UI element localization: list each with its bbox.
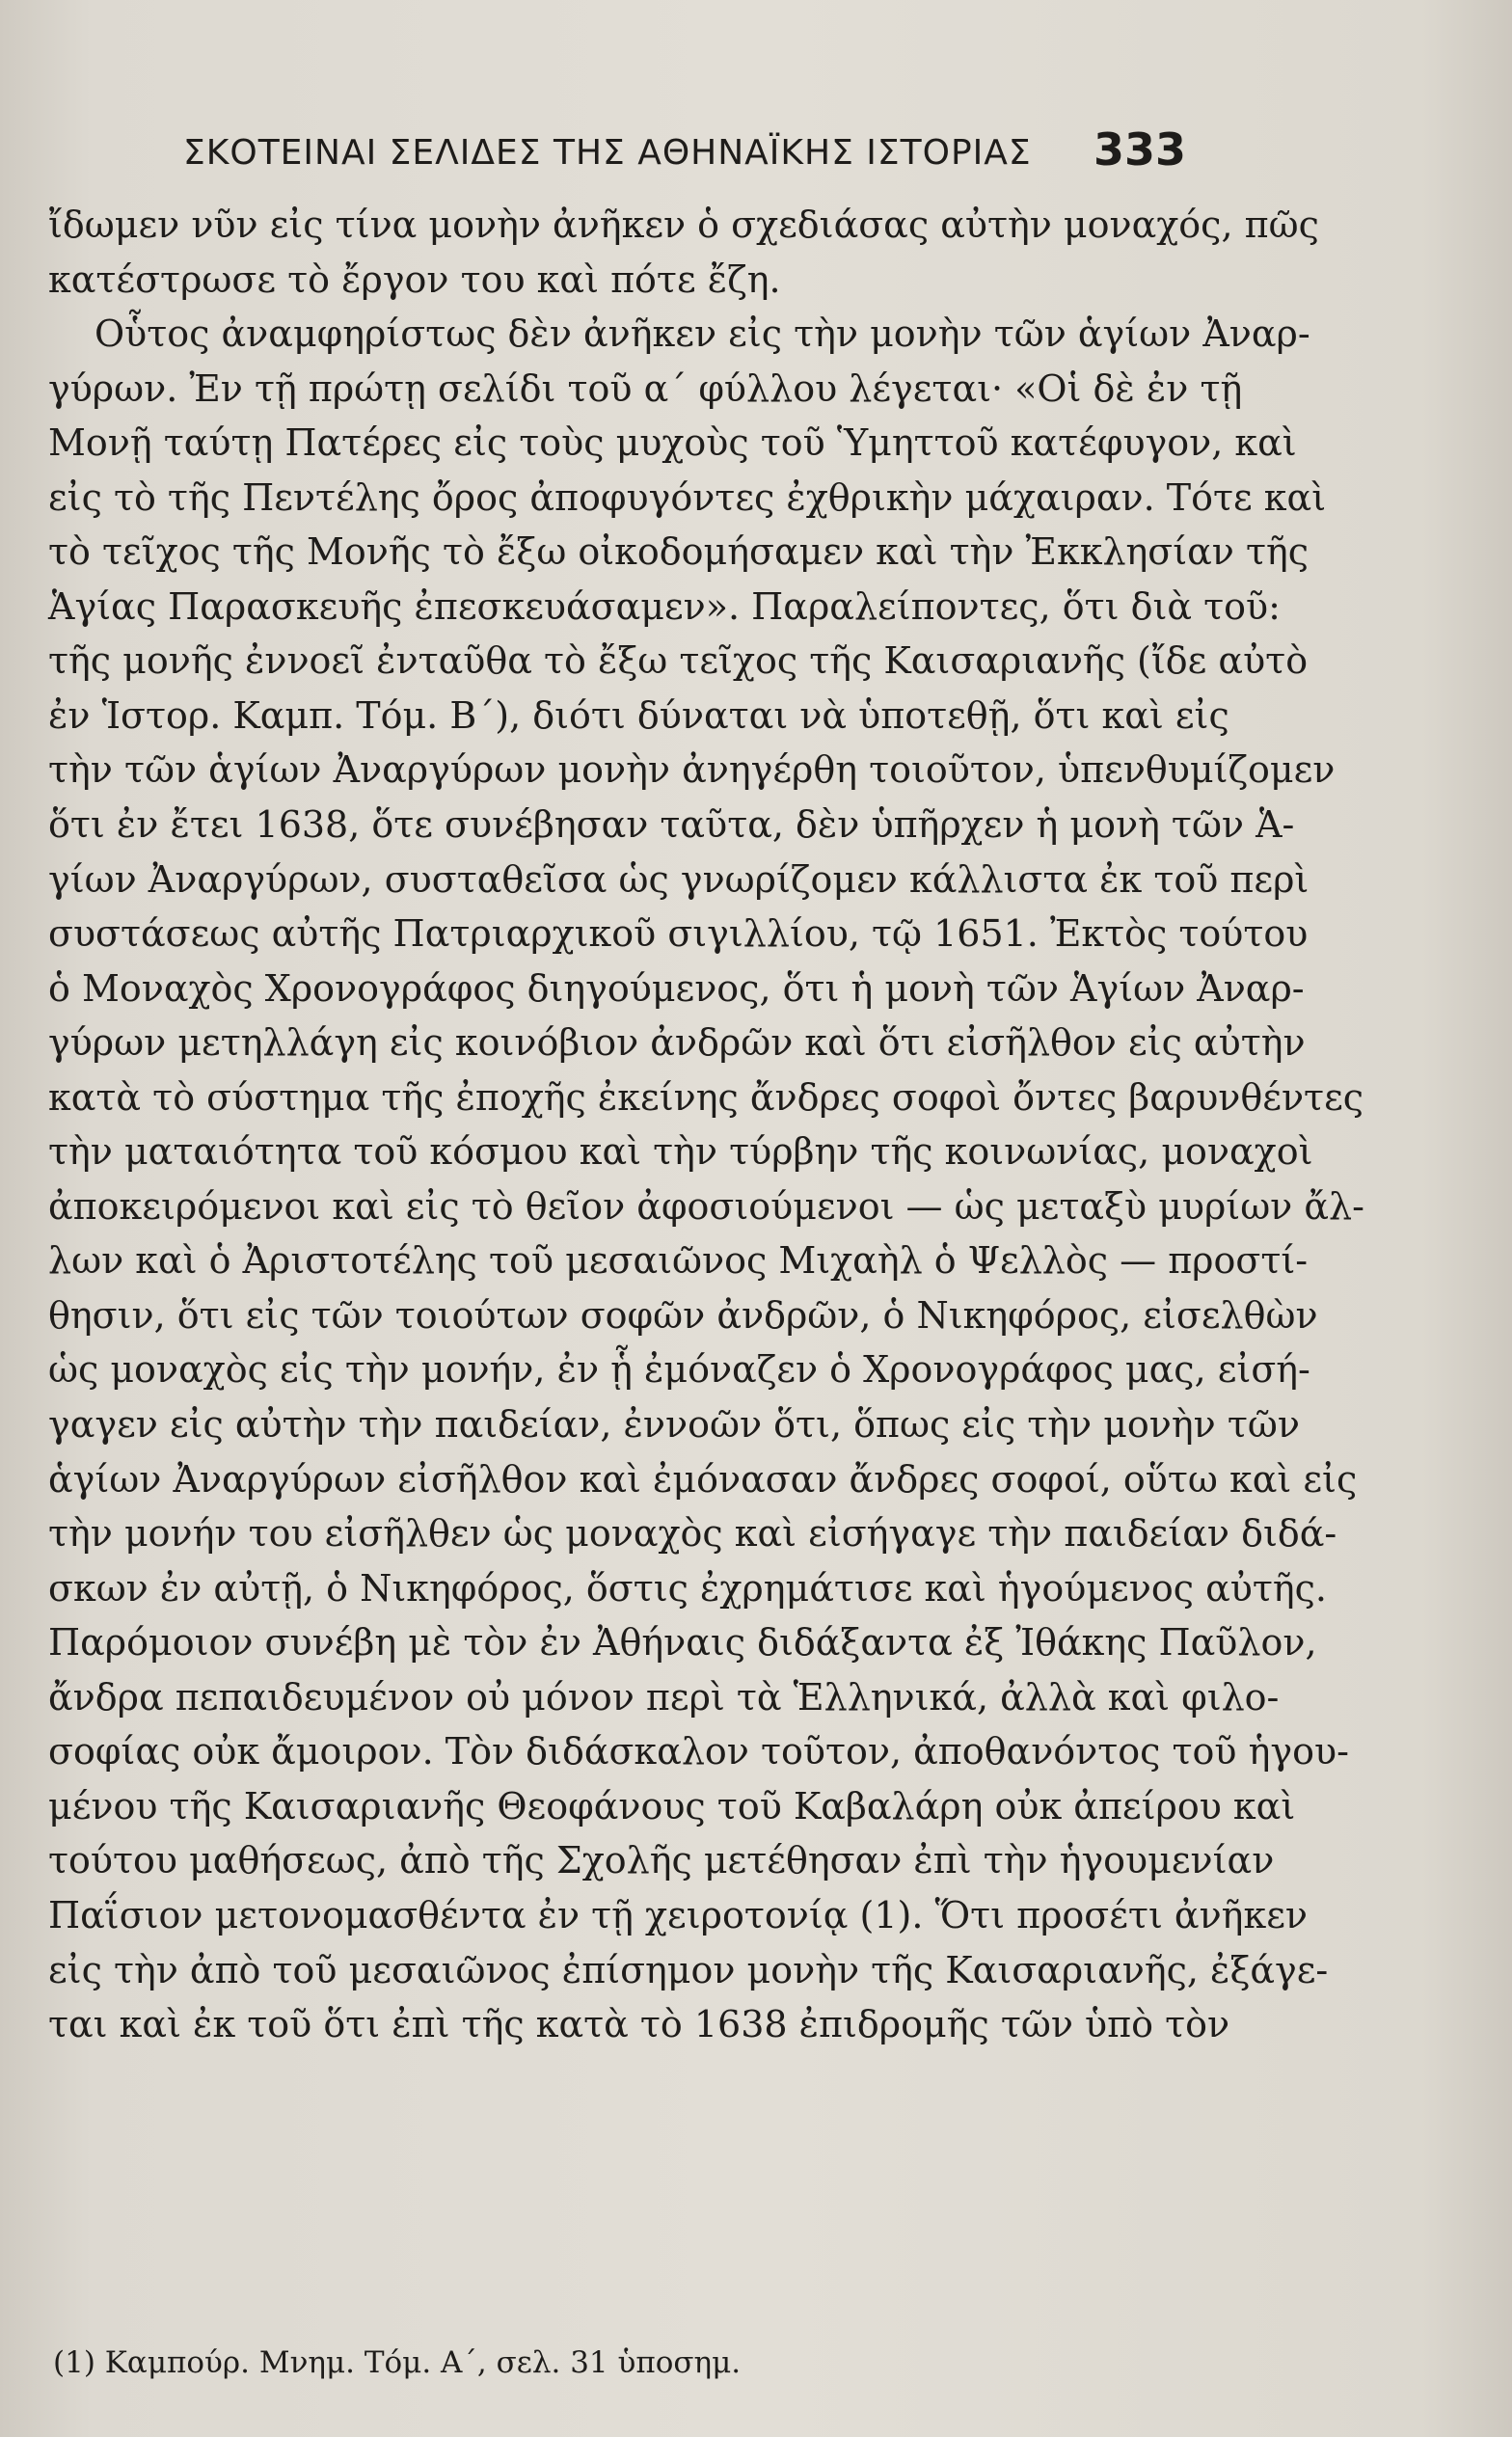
text-line: γαγεν εἰς αὐτὴν τὴν παιδείαν, ἐννοῶν ὅτι, ὅπως εἰς τὴν μονὴν τῶν <box>48 1403 1300 1447</box>
text-line: εἰς τὸ τῆς Πεντέλης ὄρος ἀποφυγόντες ἐχθρικὴν μάχαιραν. Τότε καὶ <box>48 475 1327 519</box>
text-line: τὴν μονήν του εἰσῆλθεν ὡς μοναχὸς καὶ εἰσήγαγε τὴν παιδείαν διδά- <box>48 1512 1337 1556</box>
text-line: Ἁγίας Παρασκευῆς ἐπεσκευάσαμεν». Παραλείποντες, ὅτι διὰ τοῦ: <box>48 584 1281 628</box>
running-title: ΣΚΟΤΕΙΝΑΙ ΣΕΛΙΔΕΣ ΤΗΣ ΑΘΗΝΑΪΚΗΣ ΙΣΤΟΡΙΑΣ <box>183 133 1032 173</box>
text-line: γύρων. Ἐν τῇ πρώτῃ σελίδι τοῦ α΄ φύλλου λέγεται· «Οἱ δὲ ἐν τῇ <box>48 366 1243 410</box>
text-line: τὸ τεῖχος τῆς Μονῆς τὸ ἔξω οἰκοδομήσαμεν καὶ τὴν Ἐκκλησίαν τῆς <box>48 530 1310 574</box>
running-head <box>183 123 1186 181</box>
text-line: σοφίας οὐκ ἄμοιρον. Τὸν διδάσκαλον τοῦτον, ἀποθανόντος τοῦ ἡγου- <box>48 1730 1349 1774</box>
footnote: (1) Καμπούρ. Μνημ. Τόμ. Α΄, σελ. 31 ὑποσημ. <box>53 2345 742 2380</box>
text-line: θησιν, ὅτι εἰς τῶν τοιούτων σοφῶν ἀνδρῶν, ὁ Νικηφόρος, εἰσελθὼν <box>48 1293 1318 1337</box>
text-line: ἀποκειρόμενοι καὶ εἰς τὸ θεῖον ἀφοσιούμενοι — ὡς μεταξὺ μυρίων ἄλ- <box>48 1184 1364 1228</box>
text-line: ὡς μοναχὸς εἰς τὴν μονήν, ἐν ᾗ ἐμόναζεν ὁ Χρονογράφος μας, εἰσή- <box>48 1348 1310 1392</box>
page-number: 333 <box>1093 123 1186 176</box>
text-line: μένου τῆς Καισαριανῆς Θεοφάνους τοῦ Καβαλάρη οὐκ ἀπείρου καὶ <box>48 1784 1296 1828</box>
text-line: ἐν Ἱστορ. Καμπ. Τόμ. Β΄), διότι δύναται νὰ ὑποτεθῇ, ὅτι καὶ εἰς <box>48 693 1229 737</box>
text-line: ἄνδρα πεπαιδευμένον οὐ μόνον περὶ τὰ Ἑλληνικά, ἀλλὰ καὶ φιλο- <box>48 1675 1280 1719</box>
text-line: εἰς τὴν ἀπὸ τοῦ μεσαιῶνος ἐπίσημον μονὴν τῆς Καισαριανῆς, ἐξάγε- <box>48 1948 1329 1991</box>
text-line: Μονῇ ταύτῃ Πατέρες εἰς τοὺς μυχοὺς τοῦ Ὑμηττοῦ κατέφυγον, καὶ <box>48 421 1297 465</box>
text-line: τὴν τῶν ἁγίων Ἀναργύρων μονὴν ἀνηγέρθη τοιοῦτον, ὑπενθυμίζομεν <box>48 748 1336 792</box>
text-line: Παΐσιον μετονομασθέντα ἐν τῇ χειροτονίᾳ (1). Ὅτι προσέτι ἀνῆκεν <box>48 1893 1308 1936</box>
text-line: ται καὶ ἐκ τοῦ ὅτι ἐπὶ τῆς κατὰ τὸ 1638 ἐπιδρομῆς τῶν ὑπὸ τὸν <box>48 2003 1230 2046</box>
text-line: γίων Ἀναργύρων, συσταθεῖσα ὡς γνωρίζομεν κάλλιστα ἐκ τοῦ περὶ <box>48 857 1310 901</box>
text-line: τὴν ματαιότητα τοῦ κόσμου καὶ τὴν τύρβην τῆς κοινωνίας, μοναχοὶ <box>48 1130 1313 1174</box>
text-line: ἴδωμεν νῦν εἰς τίνα μονὴν ἀνῆκεν ὁ σχεδιάσας αὐτὴν μοναχός, πῶς <box>48 203 1319 246</box>
body-text <box>48 198 1364 2052</box>
text-line: λων καὶ ὁ Ἀριστοτέλης τοῦ μεσαιῶνος Μιχαὴλ ὁ Ψελλὸς — προστί- <box>48 1239 1309 1283</box>
text-line: κατὰ τὸ σύστημα τῆς ἐποχῆς ἐκείνης ἄνδρες σοφοὶ ὄντες βαρυνθέντες <box>48 1075 1364 1119</box>
text-line: τούτου μαθήσεως, ἀπὸ τῆς Σχολῆς μετέθησαν ἐπὶ τὴν ἡγουμενίαν <box>48 1839 1275 1882</box>
text-line: ἁγίων Ἀναργύρων εἰσῆλθον καὶ ἐμόνασαν ἄνδρες σοφοί, οὕτω καὶ εἰς <box>48 1457 1358 1501</box>
text-line: κατέστρωσε τὸ ἔργον του καὶ πότε ἔζη. <box>48 257 781 301</box>
text-line: Παρόμοιον συνέβη μὲ τὸν ἐν Ἀθήναις διδάξαντα ἐξ Ἰθάκης Παῦλον, <box>48 1621 1317 1665</box>
text-line: συστάσεως αὐτῆς Πατριαρχικοῦ σιγιλλίου, τῷ 1651. Ἐκτὸς τούτου <box>48 912 1309 956</box>
text-line: γύρων μετηλλάγη εἰς κοινόβιον ἀνδρῶν καὶ ὅτι εἰσῆλθον εἰς αὐτὴν <box>48 1021 1306 1065</box>
text-line: τῆς μονῆς ἐννοεῖ ἐνταῦθα τὸ ἔξω τεῖχος τῆς Καισαριανῆς (ἴδε αὐτὸ <box>48 639 1309 683</box>
text-line: ὅτι ἐν ἔτει 1638, ὅτε συνέβησαν ταῦτα, δὲν ὑπῆρχεν ἡ μονὴ τῶν Ἁ- <box>48 803 1295 847</box>
text-line: ὁ Μοναχὸς Χρονογράφος διηγούμενος, ὅτι ἡ μονὴ τῶν Ἁγίων Ἀναρ- <box>48 966 1305 1010</box>
text-line: σκων ἐν αὐτῇ, ὁ Νικηφόρος, ὅστις ἐχρημάτισε καὶ ἡγούμενος αὐτῆς. <box>48 1566 1327 1610</box>
text-line: Οὗτος ἀναμφηρίστως δὲν ἀνῆκεν εἰς τὴν μονὴν τῶν ἁγίων Ἀναρ- <box>94 312 1310 356</box>
